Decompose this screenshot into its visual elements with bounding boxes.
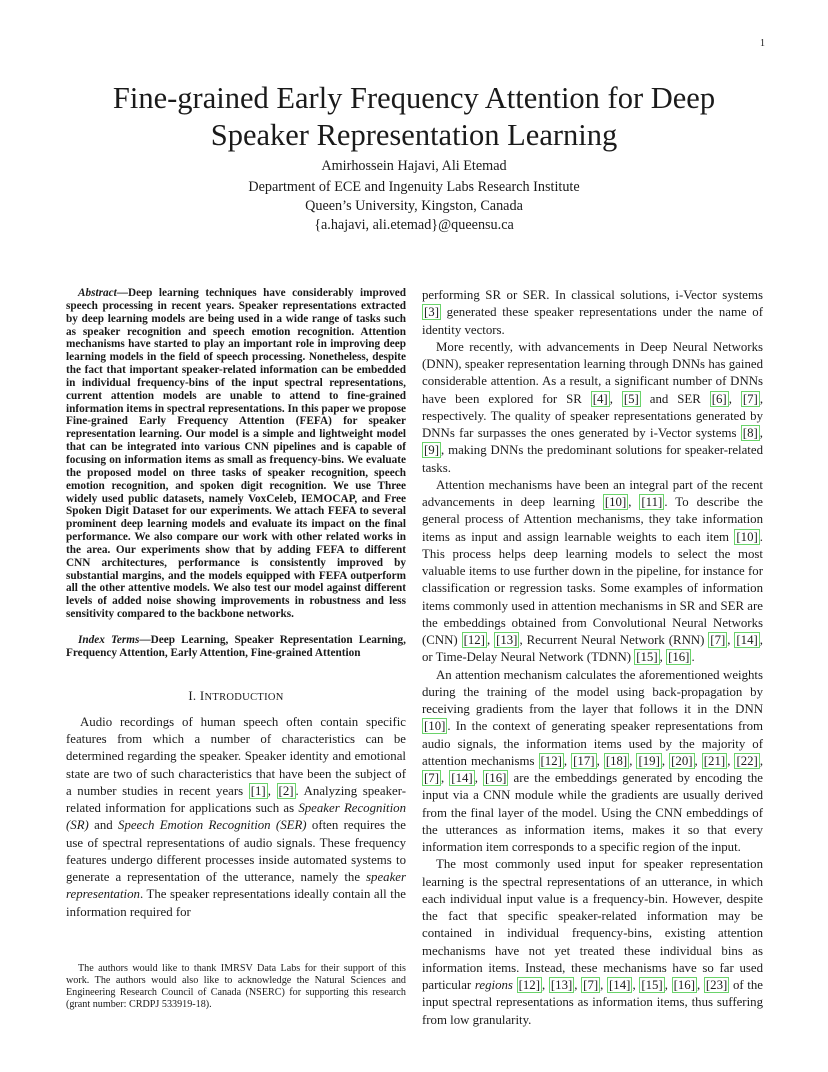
paragraph-input: The most commonly used input for speaker representation learning is the spectral representations of an utterance, in which each individual input value is a frequency-bin. However, despite the fact that specific speaker-related information may be contained in individual frequency-bins, existing attention mechanisms have not yet treated these individual bins as information items. Instead, these mechanisms have so far used particular regions [12] , [13] , [7] , [14] , [15] , [16] , [23] of the input spectral representations as information items, thus suffering from low granularity. — [422, 857, 763, 1027]
citation-link[interactable]: [7] — [583, 978, 599, 992]
citation-link[interactable]: [20] — [671, 753, 693, 768]
footnote: The authors would like to thank IMRSV Data Labs for their support of this work. The authors would also like to acknowledge the Natural Sciences and Engineering Research Council of Canada (NSERC) for supporting this research (grant number: CRDPJ 533919-18). — [66, 963, 406, 1010]
index-terms-text: —Deep Learning, Speaker Representation Learning, Frequency Attention, Early Attention, Fine-grained Attention — [66, 633, 406, 659]
citation-link[interactable]: [16] — [485, 771, 507, 785]
citation-link[interactable]: [21] — [703, 753, 726, 768]
intro-paragraph-1: Audio recordings of human speech often contain specific features from which a number of characteristics can be determined regarding the speaker. Speaker identity and emotional state are two of such characteristics that have been the subject of a number studies in recent years [1] , [2] . Analyzing speaker-related information for applications such as Speaker Recognition (SR) and Speech Emotion Recognition (SER) often requires the use of spectral representations of audio signals. These frequency features undergo different processes inside automated systems to generate a representation of the utterance, namely the speaker representation. The speaker representations ideally contain all the information required for — [66, 714, 406, 919]
page-number: 1 — [760, 38, 765, 49]
citation-link[interactable]: [18] — [605, 753, 628, 768]
citation-link[interactable]: [13] — [496, 633, 518, 647]
abstract-lead: Abstract — [78, 287, 117, 299]
right-column — [422, 287, 763, 1029]
author-email: {a.hajavi, ali.etemad}@queensu.ca — [314, 217, 514, 233]
citation-link[interactable]: [17] — [573, 753, 595, 768]
citation-link[interactable]: [6] — [711, 391, 727, 406]
citation-link[interactable]: [19] — [638, 753, 660, 768]
citation-link[interactable]: [8] — [742, 426, 758, 440]
section-heading: I. INTRODUCTION — [188, 688, 284, 703]
citation-link[interactable]: [7] — [742, 391, 758, 406]
citation-link[interactable]: [7] — [424, 771, 439, 785]
citation-link[interactable]: [14] — [451, 771, 473, 785]
citation-link[interactable]: [22] — [736, 753, 758, 768]
citation-link[interactable]: [2] — [278, 783, 294, 798]
citation-link[interactable]: [7] — [710, 633, 726, 647]
citation-link[interactable]: [10] — [424, 719, 446, 734]
citation-link[interactable]: [9] — [424, 443, 439, 458]
paragraph-mechanism: An attention mechanism calculates the aforementioned weights during the training of the model using back-propagation by receiving gradients from the layer that follows it in the DNN [10] . In the context of generating speaker representations from audio signals, the information items used by the majority of attention mechanisms [12] , [17] , [18] , [19] , [20] , [21] , [22] , [7] , [14] , [16] are the embeddings generated by encoding the input via a CNN module while the gradients are usually derived from the final layer of the model. Using the CNN embeddings of the utterances as information items, makes it so that every information item corresponds to a specific region of the input. — [422, 667, 764, 854]
paragraph-continued: performing SR or SER. In classical solutions, i-Vector systems [3] generated these speaker representations under the name of identity vectors. — [422, 288, 763, 337]
abstract-text: —Deep learning techniques have considerably improved speech processing in recent years. Speaker representations extracted by deep learning models are being used in a wide range of tasks such as speaker recognition and speech emotion recognition. Attention mechanisms have started to play an important role in improving deep learning models in the field of speech processing. Nonetheless, despite the fact that important speaker-related information can be embedded in individual frequency-bins of the input spectral representations, current attention models are unable to attend to fine-grained information items in spectral representations. In this paper we propose Fine-grained Early Frequency Attention (FEFA) for speaker representation learning. Our model is a simple and lightweight model that can be integrated into various CNN pipelines and is capable of focusing on information items as small as frequency-bins. We evaluate the proposed model on three tasks of speaker recognition, speech emotion recognition, and spoken digit recognition. We use Three widely used public datasets, namely VoxCeleb, IEMOCAP, and Free Spoken Digit Dataset for our experiments. We attach FEFA to several prominent deep learning models and evaluate its impact on the final performance. We also compare our work with other related works in the area. Our experiments show that by adding FEFA to different CNN architectures, performance is consistently improved by substantial margins, and the models equipped with FEFA outperform all the other attentive models. We also test our model against different levels of added noise showing improvements in robustness and less sensitivity compared to the backbone networks. — [66, 287, 406, 621]
paragraph-attention: Attention mechanisms have been an integral part of the recent advancements in deep learning [10] , [11] . To describe the general process of Attention mechanisms, they take information items as input and assign learnable weights to each item [10] . This process helps deep learning models to select the most valuable items to use further down in the pipeline, for instance for classification or regression tasks. Some examples of information items commonly used in attention mechanisms in SR and SER are the embeddings obtained from Convolutional Neural Networks (CNN) [12] , [13] , Recurrent Neural Network (RNN) [7] , [14] , or Time-Delay Neural Network (TDNN) [15] , [16] . — [422, 477, 763, 665]
citation-link[interactable]: [12] — [518, 978, 541, 992]
citation-link[interactable]: [11] — [641, 495, 663, 509]
citation-link[interactable]: [1] — [250, 783, 266, 798]
authors: Amirhossein Hajavi, Ali Etemad — [321, 158, 507, 174]
index-terms — [66, 634, 406, 660]
citation-link[interactable]: [16] — [673, 978, 695, 992]
index-terms-lead: Index Terms — [78, 633, 140, 646]
paper-title — [0, 80, 828, 154]
title-line-1: Fine-grained Early Frequency Attention for Deep — [112, 81, 716, 115]
left-column — [66, 287, 406, 921]
title-line-2: Speaker Representation Learning — [210, 118, 618, 152]
citation-link[interactable]: [13] — [550, 978, 573, 992]
citation-link[interactable]: [14] — [736, 633, 758, 647]
citation-link[interactable]: [3] — [424, 305, 439, 320]
affiliation-line-2: Queen’s University, Kingston, Canada — [305, 198, 523, 214]
citation-link[interactable]: [16] — [668, 650, 690, 665]
citation-link[interactable]: [10] — [736, 529, 758, 544]
citation-link[interactable]: [15] — [636, 650, 658, 665]
paragraph-dnn: More recently, with advancements in Deep Neural Networks (DNN), speaker representation learning through DNNs has gained considerable attention. As a result, a significant number of DNNs have been explored for SR [4] , [5] and SER [6] , [7] , respectively. The quality of speaker representations generated by DNNs far surpasses the ones generated by i-Vector systems [8] , [9] , making DNNs the predominant solutions for speaker-related tasks. — [422, 339, 764, 475]
citation-link[interactable]: [15] — [641, 978, 663, 992]
citation-link[interactable]: [4] — [592, 391, 608, 406]
citation-link[interactable]: [5] — [623, 391, 639, 406]
citation-link[interactable]: [12] — [463, 633, 485, 647]
citation-link[interactable]: [12] — [540, 753, 562, 768]
citation-link[interactable]: [23] — [705, 978, 728, 992]
abstract — [66, 287, 406, 621]
citation-link[interactable]: [10] — [604, 495, 627, 509]
affiliation-line-1: Department of ECE and Ingenuity Labs Research Institute — [248, 179, 580, 195]
citation-link[interactable]: [14] — [609, 978, 631, 992]
